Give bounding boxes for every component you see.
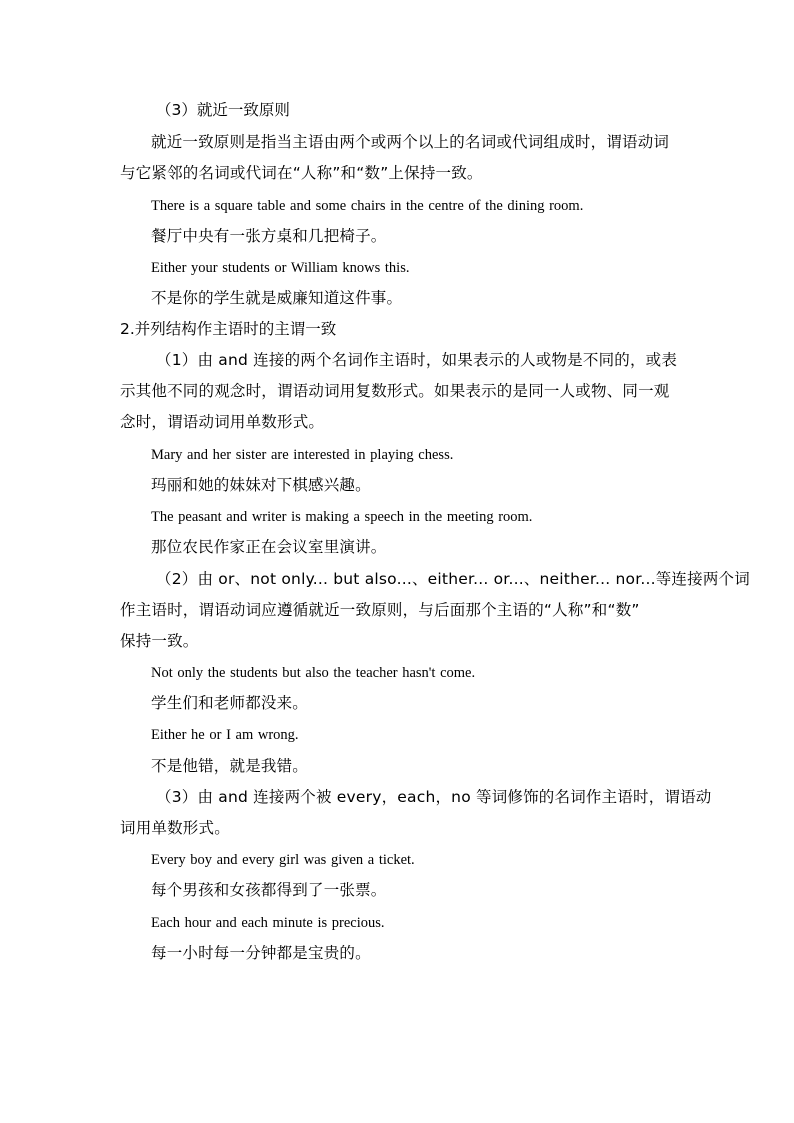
paragraph-line: 词用单数形式。 xyxy=(120,819,230,837)
example-sentence-en: Mary and her sister are interested in playing chess. xyxy=(151,447,454,463)
paragraph-line: 保持一致。 xyxy=(120,632,199,650)
example-sentence-en: Not only the students but also the teacher hasn't come. xyxy=(151,665,476,681)
example-translation-cn: 不是你的学生就是威廉知道这件事。 xyxy=(151,289,403,307)
example-sentence-en: Either he or I am wrong. xyxy=(151,727,299,743)
example-translation-cn: 学生们和老师都没来。 xyxy=(151,694,309,712)
example-translation-cn: 玛丽和她的妹妹对下棋感兴趣。 xyxy=(151,476,371,494)
example-translation-cn: 餐厅中央有一张方桌和几把椅子。 xyxy=(151,227,387,245)
section-heading-coordinate-subject: 2.并列结构作主语时的主谓一致 xyxy=(120,320,337,338)
example-sentence-en: Every boy and every girl was given a ticket. xyxy=(151,852,415,868)
paragraph-line: 作主语时，谓语动词应遵循就近一致原则，与后面那个主语的“人称”和“数” xyxy=(120,601,640,619)
subheading-proximity-principle: （3）就近一致原则 xyxy=(156,101,290,119)
paragraph-line: 就近一致原则是指当主语由两个或两个以上的名词或代词组成时，谓语动词 xyxy=(151,133,670,151)
paragraph-line: 与它紧邻的名词或代词在“人称”和“数”上保持一致。 xyxy=(120,164,483,182)
paragraph-line: 念时，谓语动词用单数形式。 xyxy=(120,413,325,431)
example-sentence-en: There is a square table and some chairs in the centre of the dining room. xyxy=(151,198,584,214)
paragraph-line: 示其他不同的观念时，谓语动词用复数形式。如果表示的是同一人或物、同一观 xyxy=(120,382,670,400)
paragraph-line: （3）由 and 连接两个被 every，each，no 等词修饰的名词作主语时，谓语动 xyxy=(156,788,712,806)
paragraph-line: （1）由 and 连接的两个名词作主语时，如果表示的人或物是不同的，或表 xyxy=(156,351,678,369)
example-translation-cn: 那位农民作家正在会议室里演讲。 xyxy=(151,538,387,556)
example-translation-cn: 不是他错，就是我错。 xyxy=(151,757,309,775)
example-sentence-en: Either your students or William knows this. xyxy=(151,260,410,276)
example-sentence-en: The peasant and writer is making a speech in the meeting room. xyxy=(151,509,533,525)
paragraph-line: （2）由 or、not only... but also...、either... or...、neither... nor...等连接两个词 xyxy=(156,570,750,588)
example-translation-cn: 每个男孩和女孩都得到了一张票。 xyxy=(151,881,387,899)
example-translation-cn: 每一小时每一分钟都是宝贵的。 xyxy=(151,944,371,962)
example-sentence-en: Each hour and each minute is precious. xyxy=(151,915,385,931)
